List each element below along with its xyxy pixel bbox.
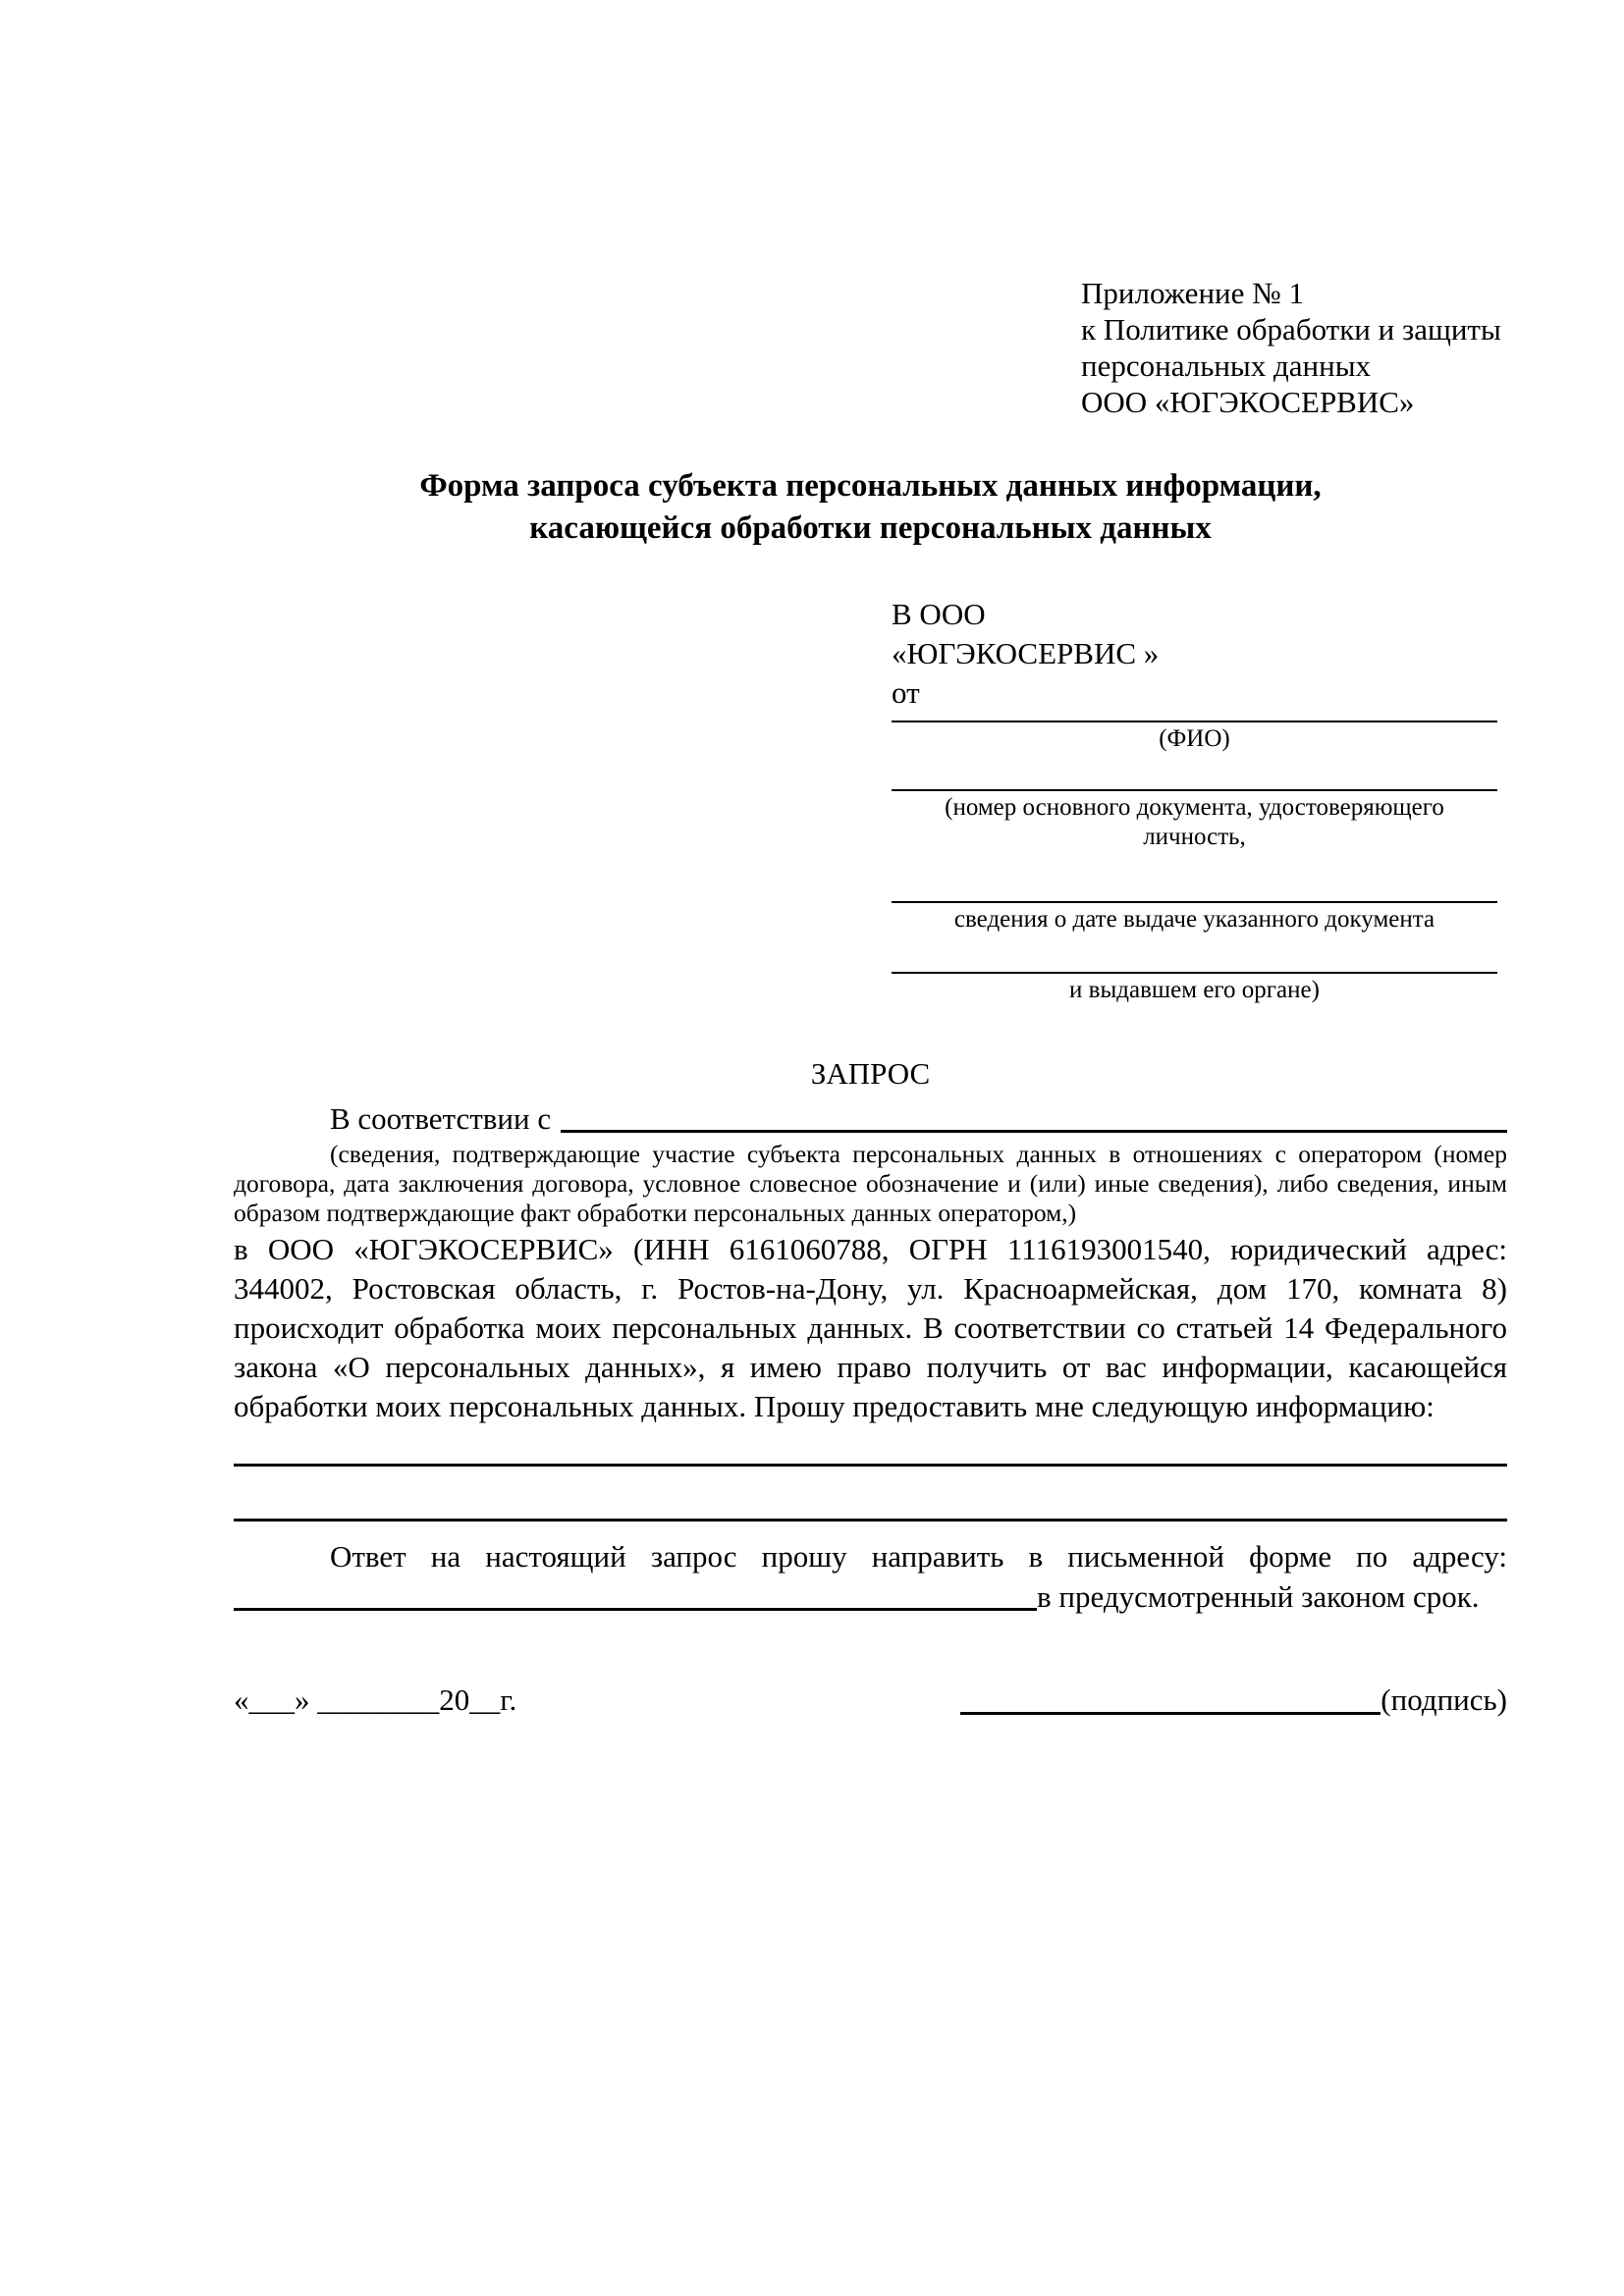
reply-paragraph-line-2	[234, 1576, 1507, 1618]
addressee-line-3: от	[892, 675, 920, 710]
reply-paragraph-line-1: Ответ на настоящий запрос прошу направить в письменной форме по адресу:	[330, 1539, 1507, 1574]
date-signature-row	[234, 1679, 1507, 1722]
address-blank-line	[234, 1576, 1037, 1611]
page-title: Форма запроса субъекта персональных данных информации, касающейся обработки персональных данных	[419, 468, 1322, 546]
date-blank-text: «___» ________20__г.	[234, 1682, 517, 1717]
issuing-authority-blank-line	[892, 964, 1497, 974]
appendix-line: к Политике обработки и защиты	[1081, 312, 1501, 347]
accordance-line	[234, 1098, 1507, 1140]
appendix-line: Приложение № 1	[1081, 276, 1304, 310]
reply-paragraph-suffix: в предусмотренный законом срок.	[1037, 1579, 1480, 1614]
appendix-block	[1081, 275, 1507, 420]
info-blank-line-2	[234, 1519, 1507, 1522]
request-heading: ЗАПРОС	[810, 1056, 931, 1091]
issue-date-caption: сведения о дате выдаче указанного документа	[953, 906, 1435, 933]
signature-caption: (подпись)	[1380, 1682, 1507, 1717]
appendix-line: ООО «ЮГЭКОСЕРВИС»	[1081, 385, 1415, 419]
body-paragraph: в ООО «ЮГЭКОСЕРВИС» (ИНН 6161060788, ОГРН 1116193001540, юридический адрес: 344002, Ростовская область, г. Ростов-на-Дону, ул. Красноармейская, дом 170, комната 8) происходит обработка моих персональных данных. В соответствии со статьей 14 Федерального закона «О персональных данных», я имею право получить от вас информации, касающейся обработки моих персональных данных. Прошу предоставить мне следующую информацию:	[234, 1232, 1507, 1423]
accordance-blank-line	[561, 1098, 1507, 1133]
issuing-authority-caption: и выдавшем его органе)	[1069, 977, 1320, 1003]
addressee-line-1: В ООО	[892, 597, 986, 631]
signature-area	[960, 1679, 1507, 1722]
signature-blank-line	[960, 1679, 1380, 1715]
addressee-line-2: «ЮГЭКОСЕРВИС »	[892, 636, 1160, 670]
issue-date-blank-line	[892, 893, 1497, 903]
document-number-blank-line	[892, 781, 1497, 791]
document-content	[234, 0, 1507, 1722]
document-number-caption: (номер основного документа, удостоверяющего личность,	[945, 794, 1444, 850]
info-blank-line-1	[234, 1464, 1507, 1467]
addressee-block	[892, 595, 1497, 1005]
appendix-line: персональных данных	[1081, 348, 1372, 383]
footnote-text: (сведения, подтверждающие участие субъекта персональных данных в отношениях с оператором (номер договора, дата заключения договора, условное словесное обозначение и (или) иные сведения), либо сведения, иным образом подтверждающие факт обработки персональных данных оператором,)	[234, 1140, 1507, 1227]
accordance-label: В соответствии с	[330, 1101, 552, 1136]
fio-blank-line	[892, 713, 1497, 722]
fio-caption: (ФИО)	[1159, 725, 1230, 752]
